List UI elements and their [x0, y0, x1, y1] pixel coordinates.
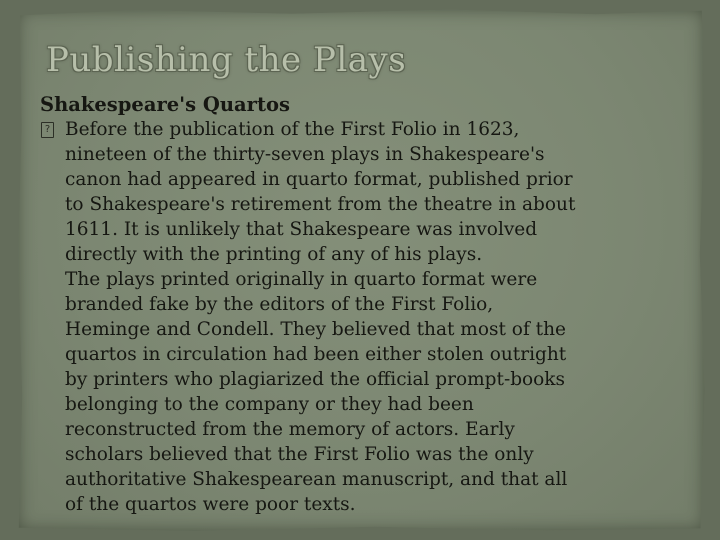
bullet-paragraph — [40, 117, 705, 517]
body-line: quartos in circulation had been either stolen outright — [65, 344, 567, 365]
subheading: Shakespeare's Quartos — [40, 93, 290, 116]
body-line: The plays printed originally in quarto format were — [65, 269, 538, 290]
body-line: reconstructed from the memory of actors. Early — [65, 419, 515, 440]
body-line: branded fake by the editors of the First Folio, — [65, 294, 494, 315]
slide-content — [40, 92, 705, 517]
body-line: belonging to the company or they had been — [65, 394, 474, 415]
missing-glyph-box-icon — [41, 122, 54, 138]
body-line: Before the publication of the First Folio in 1623, — [65, 119, 520, 140]
slide-title: Publishing the Plays — [46, 40, 407, 80]
body-line: directly with the printing of any of his plays. — [65, 244, 483, 265]
body-line: scholars believed that the First Folio was the only — [65, 444, 534, 465]
body-line: authoritative Shakespearean manuscript, and that all — [65, 469, 568, 490]
body-line: nineteen of the thirty-seven plays in Shakespeare's — [65, 144, 545, 165]
body-line: of the quartos were poor texts. — [65, 494, 356, 515]
body-line: canon had appeared in quarto format, published prior — [65, 169, 573, 190]
body-line: by printers who plagiarized the official prompt-books — [65, 369, 566, 390]
body-line: Heminge and Condell. They believed that most of the — [65, 319, 566, 340]
body-line: to Shakespeare's retirement from the theatre in about — [65, 194, 576, 215]
body-line: 1611. It is unlikely that Shakespeare was involved — [65, 219, 538, 240]
